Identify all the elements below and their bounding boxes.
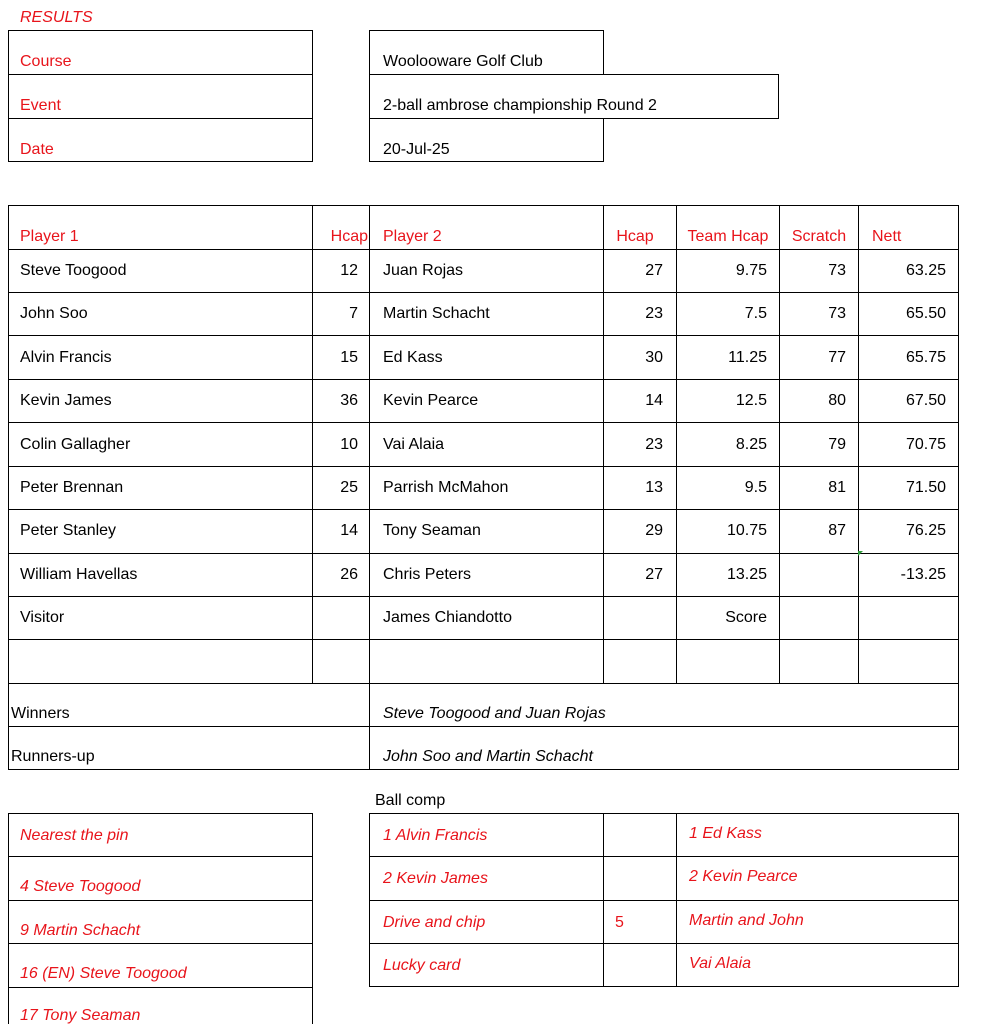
header-player2: Player 2 [383, 228, 442, 245]
hcap2-cell: 13 [645, 479, 663, 496]
scratch-cell: 81 [828, 479, 846, 496]
winners-value: Steve Toogood and Juan Rojas [383, 705, 606, 722]
ball-comp-right: 2 Kevin Pearce [689, 868, 798, 885]
scratch-cell: 79 [828, 436, 846, 453]
scratch-cell: 77 [828, 349, 846, 366]
ball-comp-left: 1 Alvin Francis [383, 827, 488, 844]
nearest-pin-title: Nearest the pin [20, 827, 129, 844]
cell-comment-marker-icon [858, 551, 863, 556]
player1-cell: Kevin James [20, 392, 112, 409]
team-hcap-cell: 9.5 [744, 479, 767, 496]
player2-cell: Tony Seaman [383, 522, 481, 539]
scratch-cell: 80 [828, 392, 846, 409]
player2-cell: Ed Kass [383, 349, 443, 366]
nearest-pin-item: 16 (EN) Steve Toogood [20, 965, 187, 982]
player2-cell: Juan Rojas [383, 262, 464, 279]
header-team-hcap: Team Hcap [687, 228, 769, 245]
team-hcap-cell: Score [725, 609, 767, 626]
player2-cell: Kevin Pearce [383, 392, 479, 409]
player1-cell: Peter Stanley [20, 522, 117, 539]
hcap2-cell: 27 [645, 566, 663, 583]
hcap2-cell: 27 [645, 262, 663, 279]
player1-cell: Peter Brennan [20, 479, 124, 496]
ball-comp-left: Drive and chip [383, 914, 486, 931]
player2-cell: Vai Alaia [383, 436, 445, 453]
hcap2-cell: 29 [645, 522, 663, 539]
hcap1-cell: 15 [340, 349, 358, 366]
team-hcap-cell: 8.25 [735, 436, 767, 453]
event-value: 2-ball ambrose championship Round 2 [383, 97, 657, 114]
player1-cell: Colin Gallagher [20, 436, 131, 453]
date-label: Date [20, 141, 54, 158]
hcap1-cell: 12 [340, 262, 358, 279]
hcap1-cell: 7 [349, 305, 358, 322]
scratch-cell: 73 [828, 262, 846, 279]
nearest-pin-item: 9 Martin Schacht [20, 922, 141, 939]
scratch-cell: 73 [828, 305, 846, 322]
hcap1-cell: 10 [340, 436, 358, 453]
hcap1-cell: 14 [340, 522, 358, 539]
player1-cell: Visitor [20, 609, 65, 626]
ball-comp-mid: 5 [615, 914, 624, 931]
player1-cell: William Havellas [20, 566, 138, 583]
hcap2-cell: 23 [645, 436, 663, 453]
nett-cell: 71.50 [905, 479, 946, 496]
ball-comp-left: Lucky card [383, 957, 461, 974]
hcap2-cell: 23 [645, 305, 663, 322]
nearest-pin-item: 17 Tony Seaman [20, 1007, 141, 1024]
hcap1-cell: 26 [340, 566, 358, 583]
runners-up-label: Runners-up [11, 748, 95, 765]
player1-cell: Steve Toogood [20, 262, 127, 279]
player2-cell: Martin Schacht [383, 305, 490, 322]
ball-comp-right: 1 Ed Kass [689, 825, 762, 842]
nett-cell: 65.75 [905, 349, 946, 366]
header-player1: Player 1 [20, 228, 79, 245]
nett-cell: 63.25 [905, 262, 946, 279]
nett-cell: 65.50 [905, 305, 946, 322]
player2-cell: Chris Peters [383, 566, 472, 583]
team-hcap-cell: 12.5 [735, 392, 767, 409]
nett-cell: -13.25 [900, 566, 946, 583]
ball-comp-right: Martin and John [689, 912, 804, 929]
header-nett: Nett [872, 228, 902, 245]
hcap1-cell: 25 [340, 479, 358, 496]
nett-cell: 70.75 [905, 436, 946, 453]
team-hcap-cell: 10.75 [726, 522, 767, 539]
header-scratch: Scratch [791, 228, 847, 245]
player1-cell: Alvin Francis [20, 349, 112, 366]
team-hcap-cell: 7.5 [744, 305, 767, 322]
results-title: RESULTS [20, 9, 93, 26]
date-value: 20-Jul-25 [383, 141, 450, 158]
event-label: Event [20, 97, 61, 114]
ball-comp-right: Vai Alaia [689, 955, 751, 972]
course-value: Woolooware Golf Club [383, 53, 543, 70]
scratch-cell: 87 [828, 522, 846, 539]
runners-up-value: John Soo and Martin Schacht [383, 748, 593, 765]
winners-label: Winners [11, 705, 70, 722]
nett-cell: 76.25 [905, 522, 946, 539]
player2-cell: James Chiandotto [383, 609, 512, 626]
hcap2-cell: 30 [645, 349, 663, 366]
course-label: Course [20, 53, 72, 70]
header-hcap2: Hcap [616, 228, 654, 245]
player2-cell: Parrish McMahon [383, 479, 509, 496]
team-hcap-cell: 13.25 [726, 566, 767, 583]
player1-cell: John Soo [20, 305, 88, 322]
nett-cell: 67.50 [905, 392, 946, 409]
header-hcap1: Hcap [330, 228, 368, 245]
hcap2-cell: 14 [645, 392, 663, 409]
ball-comp-label: Ball comp [375, 792, 446, 809]
nearest-pin-item: 4 Steve Toogood [20, 878, 141, 895]
team-hcap-cell: 9.75 [735, 262, 767, 279]
team-hcap-cell: 11.25 [728, 349, 767, 366]
hcap1-cell: 36 [340, 392, 358, 409]
ball-comp-left: 2 Kevin James [383, 870, 488, 887]
